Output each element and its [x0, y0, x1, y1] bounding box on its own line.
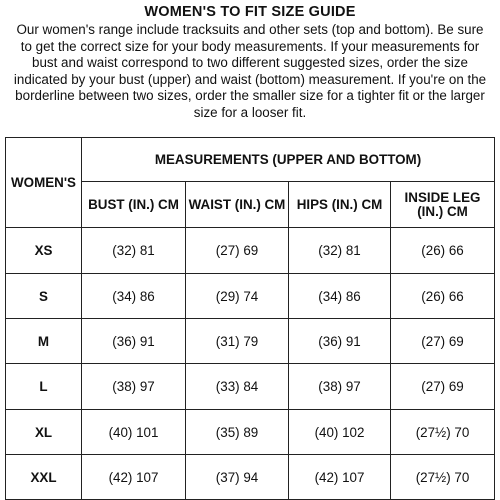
- bust-cell: (36) 91: [82, 319, 186, 364]
- waist-cell: (33) 84: [186, 364, 289, 410]
- corner-label: WOMEN'S: [6, 138, 82, 228]
- inside-leg-cell: (27) 69: [391, 364, 495, 410]
- table-row: [6, 319, 495, 364]
- bust-cell: (40) 101: [82, 410, 186, 455]
- table-row: [6, 274, 495, 319]
- hips-cell: (42) 107: [289, 455, 391, 500]
- size-label: XS: [6, 228, 82, 274]
- table-row: [6, 364, 495, 410]
- table-row: [6, 228, 495, 274]
- column-header-bust: BUST (IN.) CM: [82, 182, 186, 228]
- waist-cell: (29) 74: [186, 274, 289, 319]
- hips-cell: (36) 91: [289, 319, 391, 364]
- column-header-inside-leg: INSIDE LEG (IN.) CM: [391, 182, 495, 228]
- size-label: XXL: [6, 455, 82, 500]
- size-label: XL: [6, 410, 82, 455]
- bust-cell: (34) 86: [82, 274, 186, 319]
- inside-leg-cell: (27) 69: [391, 319, 495, 364]
- waist-cell: (31) 79: [186, 319, 289, 364]
- size-label: L: [6, 364, 82, 410]
- hips-cell: (34) 86: [289, 274, 391, 319]
- bust-cell: (38) 97: [82, 364, 186, 410]
- size-table: [5, 137, 495, 500]
- size-label: S: [6, 274, 82, 319]
- group-header: MEASUREMENTS (UPPER AND BOTTOM): [82, 138, 495, 182]
- bust-cell: (42) 107: [82, 455, 186, 500]
- table-row: [6, 455, 495, 500]
- waist-cell: (35) 89: [186, 410, 289, 455]
- hips-cell: (38) 97: [289, 364, 391, 410]
- page-title: WOMEN'S TO FIT SIZE GUIDE: [144, 4, 356, 20]
- hips-cell: (32) 81: [289, 228, 391, 274]
- waist-cell: (27) 69: [186, 228, 289, 274]
- waist-cell: (37) 94: [186, 455, 289, 500]
- intro-paragraph: Our women's range include tracksuits and other sets (top and bottom). Be sure to get the correct size for your body measurements. If your measurements for bust and waist correspond to two different suggested sizes, order the size indicated by your bust (upper) and waist (bottom) measurement. If you're on the borderline between two sizes, order the smaller size for a tighter fit or the larger size for a looser fit.: [13, 22, 487, 120]
- column-header-hips: HIPS (IN.) CM: [289, 182, 391, 228]
- bust-cell: (32) 81: [82, 228, 186, 274]
- inside-leg-cell: (27½) 70: [391, 410, 495, 455]
- table-header-row: [6, 138, 495, 182]
- inside-leg-cell: (26) 66: [391, 274, 495, 319]
- inside-leg-cell: (26) 66: [391, 228, 495, 274]
- size-label: M: [6, 319, 82, 364]
- hips-cell: (40) 102: [289, 410, 391, 455]
- inside-leg-cell: (27½) 70: [391, 455, 495, 500]
- column-header-waist: WAIST (IN.) CM: [186, 182, 289, 228]
- table-row: [6, 410, 495, 455]
